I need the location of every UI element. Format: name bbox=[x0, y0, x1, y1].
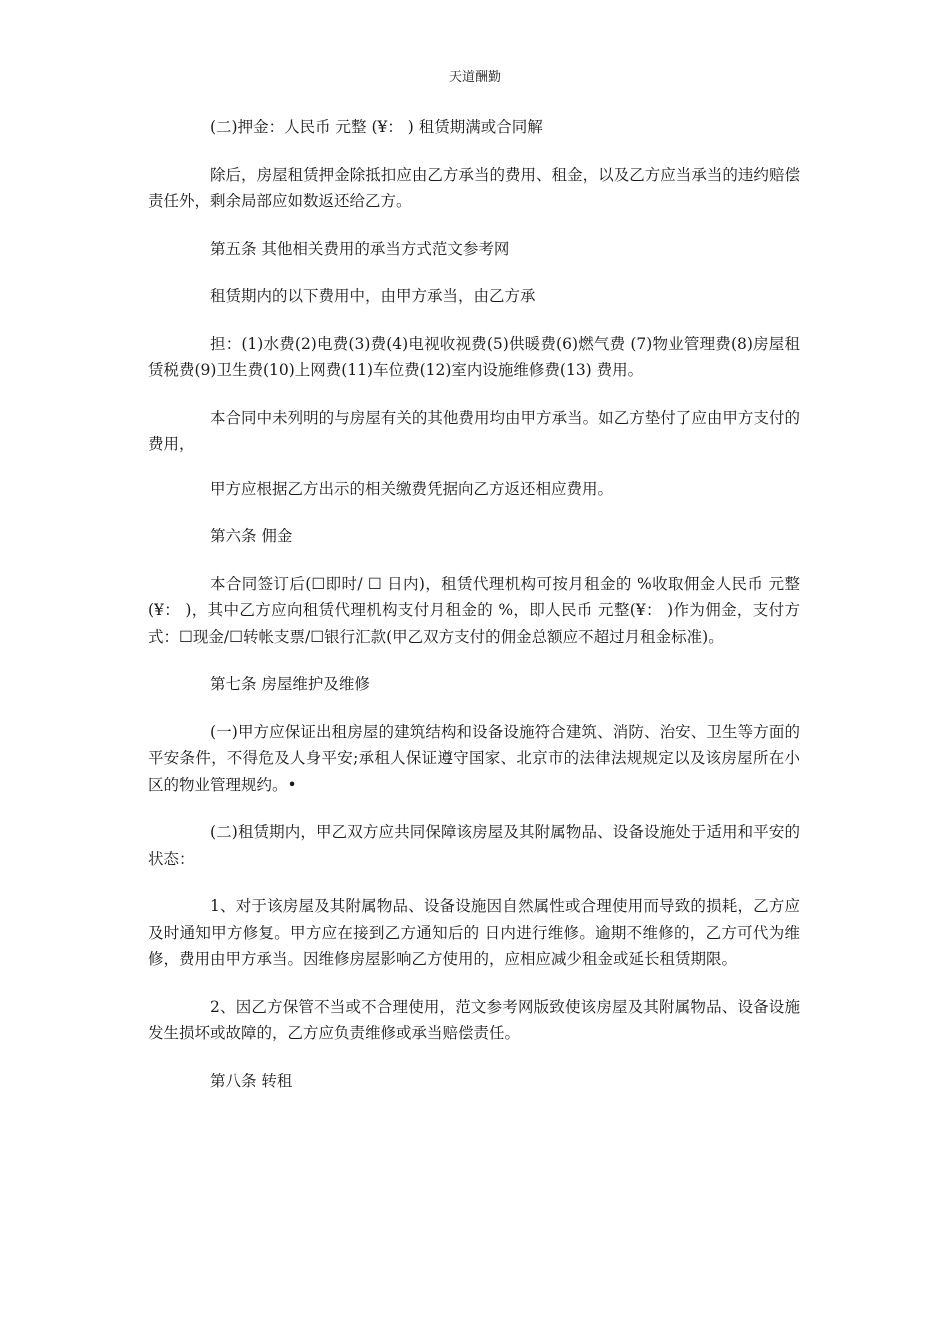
paragraph-fee-refund: 甲方应根据乙方出示的相关缴费凭据向乙方返还相应费用。 bbox=[210, 479, 614, 498]
paragraph-repair-item-1: 1、对于该房屋及其附属物品、设备设施因自然属性或合理使用而导致的损耗，乙方应及时通知甲方修复。甲方应在接到乙方通知后的 日内进行维修。逾期不维修的，乙方可代为维修，费用由甲方承当。因维修房屋影响乙方使用的，应相应减少租金或延长租赁期限。 bbox=[148, 897, 800, 968]
paragraph-deposit-return: 除后，房屋租赁押金除抵扣应由乙方承当的费用、租金，以及乙方应当承当的违约赔偿责任外，剩余局部应如数返还给乙方。 bbox=[148, 165, 800, 210]
heading-article-6: 第六条 佣金 bbox=[210, 527, 293, 545]
heading-article-5: 第五条 其他相关费用的承当方式范文参考网 bbox=[210, 239, 510, 258]
paragraph-fees-list: 担：(1)水费(2)电费(3)费(4)电视收视费(5)供暖费(6)燃气费 (7)物业管理费(8)房屋租赁税费(9)卫生费(10)上网费(11)车位费(12)室内设施维修费(13) 费用。 bbox=[148, 334, 800, 379]
paragraph-repair-item-2: 2、因乙方保管不当或不合理使用，范文参考网版致使该房屋及其附属物品、设备设施发生损坏或故障的，乙方应负责维修或承当赔偿责任。 bbox=[148, 997, 800, 1042]
heading-article-7: 第七条 房屋维护及维修 bbox=[210, 675, 370, 693]
document-body bbox=[148, 114, 800, 1115]
paragraph-deposit: (二)押金：人民币 元整 (¥： ) 租赁期满或合同解 bbox=[210, 118, 543, 136]
heading-article-8: 第八条 转租 bbox=[210, 1071, 293, 1090]
paragraph-commission: 本合同签订后(☐即时/ ☐ 日内)，租赁代理机构可按月租金的 %收取佣金人民币 元整(¥： )，其中乙方应向租赁代理机构支付月租金的 %，即人民币 元整(¥： )作为佣金，支付方式：☐现金/☐转帐支票/☐银行汇款(甲乙双方支付的佣金总额应不超过月租金标准)。 bbox=[148, 574, 800, 646]
paragraph-other-fees: 本合同中未列明的与房屋有关的其他费用均由甲方承当。如乙方垫付了应由甲方支付的费用， bbox=[148, 408, 800, 453]
paragraph-maintenance-1: (一)甲方应保证出租房屋的建筑结构和设备设施符合建筑、消防、治安、卫生等方面的平安条件，不得危及人身平安;承租人保证遵守国家、北京市的法律法规规定以及该房屋所在小区的物业管理规约。• bbox=[148, 722, 800, 794]
page-header: 天道酬勤 bbox=[448, 70, 501, 85]
paragraph-maintenance-2: (二)租赁期内，甲乙双方应共同保障该房屋及其附属物品、设备设施处于适用和平安的状态： bbox=[148, 823, 800, 868]
paragraph-fees-intro: 租赁期内的以下费用中，由甲方承当，由乙方承 bbox=[210, 287, 536, 305]
